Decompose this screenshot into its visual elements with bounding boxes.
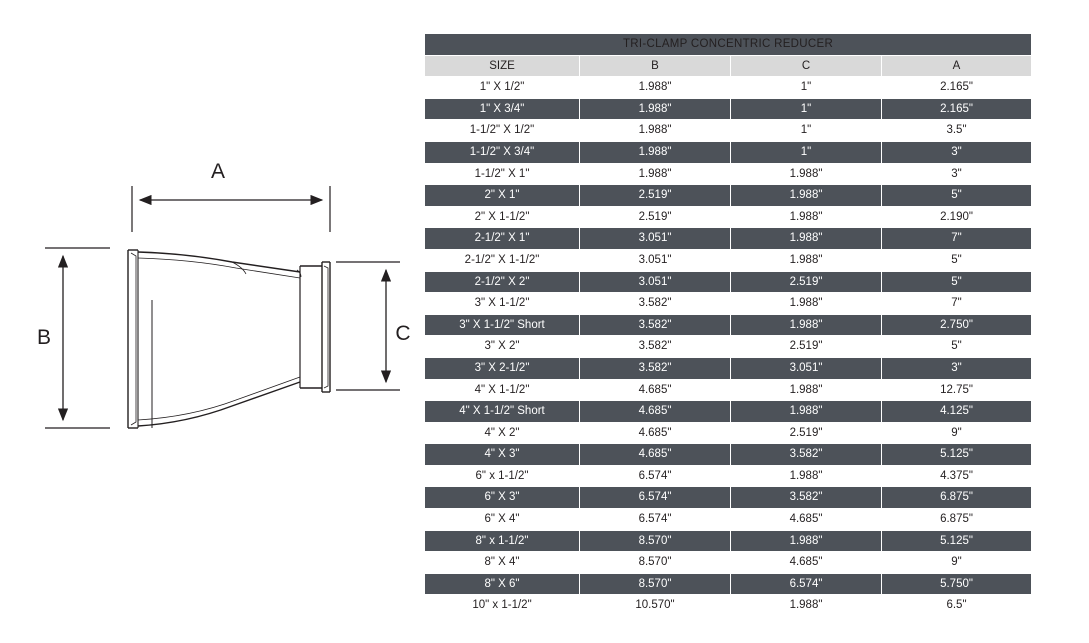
cell-c: 3.051" [731, 357, 882, 379]
cell-b: 1.988" [580, 77, 731, 99]
cell-c: 4.685" [731, 552, 882, 574]
cell-size: 2" X 1" [425, 185, 580, 207]
cell-b: 3.582" [580, 336, 731, 358]
table-row [425, 487, 1032, 509]
column-header-a: A [882, 55, 1032, 77]
cell-c: 1.988" [731, 206, 882, 228]
cell-c: 1.988" [731, 379, 882, 401]
cell-a: 9" [882, 422, 1032, 444]
table-row [425, 595, 1032, 617]
cell-c: 1.988" [731, 185, 882, 207]
cell-a: 5" [882, 185, 1032, 207]
cell-size: 2-1/2" X 2" [425, 271, 580, 293]
table-row [425, 422, 1032, 444]
cell-a: 3" [882, 357, 1032, 379]
cell-size: 6" X 3" [425, 487, 580, 509]
table-row [425, 185, 1032, 207]
cell-a: 5" [882, 336, 1032, 358]
cell-b: 8.570" [580, 530, 731, 552]
table-row [425, 141, 1032, 163]
cell-c: 1.988" [731, 228, 882, 250]
table-row [425, 465, 1032, 487]
cell-c: 6.574" [731, 573, 882, 595]
cell-c: 3.582" [731, 444, 882, 466]
cell-c: 4.685" [731, 509, 882, 531]
table-row [425, 357, 1032, 379]
cell-size: 1-1/2" X 1" [425, 163, 580, 185]
cell-b: 8.570" [580, 573, 731, 595]
cell-b: 1.988" [580, 120, 731, 142]
cell-a: 4.125" [882, 401, 1032, 423]
dimension-label-a: A [210, 160, 226, 183]
cell-c: 1.988" [731, 530, 882, 552]
cell-a: 7" [882, 228, 1032, 250]
cell-size: 2-1/2" X 1-1/2" [425, 249, 580, 271]
cell-size: 8" X 4" [425, 552, 580, 574]
table-row [425, 379, 1032, 401]
cell-c: 1.988" [731, 314, 882, 336]
cell-a: 2.750" [882, 314, 1032, 336]
cell-size: 4" X 2" [425, 422, 580, 444]
cell-c: 1.988" [731, 249, 882, 271]
cell-b: 1.988" [580, 98, 731, 120]
cell-b: 3.051" [580, 249, 731, 271]
cell-c: 1.988" [731, 293, 882, 315]
cell-b: 3.582" [580, 293, 731, 315]
cell-a: 6.875" [882, 487, 1032, 509]
table-row [425, 293, 1032, 315]
cell-size: 1-1/2" X 3/4" [425, 141, 580, 163]
cell-a: 5.125" [882, 444, 1032, 466]
table-row [425, 509, 1032, 531]
table-row [425, 401, 1032, 423]
cell-a: 5" [882, 271, 1032, 293]
cell-size: 10" x 1-1/2" [425, 595, 580, 617]
cell-size: 1" X 1/2" [425, 77, 580, 99]
cell-b: 4.685" [580, 379, 731, 401]
table-title-row [425, 34, 1032, 56]
cell-b: 3.051" [580, 271, 731, 293]
spec-table-container [424, 33, 1031, 617]
cell-b: 3.582" [580, 314, 731, 336]
cell-size: 4" X 1-1/2" [425, 379, 580, 401]
cell-a: 3" [882, 141, 1032, 163]
cell-a: 7" [882, 293, 1032, 315]
cell-a: 5.750" [882, 573, 1032, 595]
table-row [425, 77, 1032, 99]
cell-a: 12.75" [882, 379, 1032, 401]
column-header-c: C [731, 55, 882, 77]
cell-size: 4" X 3" [425, 444, 580, 466]
cell-b: 1.988" [580, 141, 731, 163]
cell-b: 10.570" [580, 595, 731, 617]
cell-b: 6.574" [580, 465, 731, 487]
cell-size: 3" X 1-1/2" [425, 293, 580, 315]
cell-a: 9" [882, 552, 1032, 574]
cell-size: 3" X 1-1/2" Short [425, 314, 580, 336]
cell-c: 1" [731, 98, 882, 120]
cell-c: 3.582" [731, 487, 882, 509]
cell-size: 8" x 1-1/2" [425, 530, 580, 552]
table-title: TRI-CLAMP CONCENTRIC REDUCER [425, 34, 1032, 56]
dimension-label-c: C [395, 322, 411, 345]
cell-size: 3" X 2-1/2" [425, 357, 580, 379]
cell-size: 6" X 4" [425, 509, 580, 531]
dimension-label-b: B [36, 326, 52, 349]
cell-b: 2.519" [580, 206, 731, 228]
table-row [425, 249, 1032, 271]
cell-c: 1.988" [731, 401, 882, 423]
cell-c: 1" [731, 141, 882, 163]
table-row [425, 206, 1032, 228]
cell-c: 2.519" [731, 271, 882, 293]
table-row [425, 163, 1032, 185]
cell-c: 1" [731, 77, 882, 99]
cell-b: 3.582" [580, 357, 731, 379]
column-header-b: B [580, 55, 731, 77]
table-row [425, 573, 1032, 595]
cell-size: 4" X 1-1/2" Short [425, 401, 580, 423]
table-row [425, 552, 1032, 574]
cell-size: 3" X 2" [425, 336, 580, 358]
reducer-diagram [0, 0, 420, 643]
table-row [425, 314, 1032, 336]
cell-c: 2.519" [731, 422, 882, 444]
cell-c: 2.519" [731, 336, 882, 358]
table-row [425, 271, 1032, 293]
cell-size: 6" x 1-1/2" [425, 465, 580, 487]
cell-size: 1" X 3/4" [425, 98, 580, 120]
cell-b: 1.988" [580, 163, 731, 185]
cell-b: 6.574" [580, 509, 731, 531]
cell-b: 2.519" [580, 185, 731, 207]
column-header-size: SIZE [425, 55, 580, 77]
cell-b: 4.685" [580, 401, 731, 423]
cell-a: 2.165" [882, 98, 1032, 120]
cell-a: 2.190" [882, 206, 1032, 228]
cell-b: 6.574" [580, 487, 731, 509]
table-row [425, 530, 1032, 552]
table-row [425, 444, 1032, 466]
cell-a: 2.165" [882, 77, 1032, 99]
cell-b: 3.051" [580, 228, 731, 250]
table-row [425, 120, 1032, 142]
cell-size: 8" X 6" [425, 573, 580, 595]
cell-c: 1" [731, 120, 882, 142]
cell-a: 4.375" [882, 465, 1032, 487]
cell-size: 2" X 1-1/2" [425, 206, 580, 228]
table-body [425, 77, 1032, 617]
cell-size: 1-1/2" X 1/2" [425, 120, 580, 142]
cell-a: 6.875" [882, 509, 1032, 531]
cell-a: 6.5" [882, 595, 1032, 617]
cell-c: 1.988" [731, 465, 882, 487]
table-row [425, 336, 1032, 358]
cell-b: 4.685" [580, 422, 731, 444]
table-row [425, 228, 1032, 250]
cell-c: 1.988" [731, 595, 882, 617]
cell-a: 5" [882, 249, 1032, 271]
table-row [425, 98, 1032, 120]
cell-a: 5.125" [882, 530, 1032, 552]
cell-c: 1.988" [731, 163, 882, 185]
cell-size: 2-1/2" X 1" [425, 228, 580, 250]
cell-b: 4.685" [580, 444, 731, 466]
spec-table [424, 33, 1032, 617]
cell-a: 3" [882, 163, 1032, 185]
cell-b: 8.570" [580, 552, 731, 574]
cell-a: 3.5" [882, 120, 1032, 142]
table-header-row [425, 55, 1032, 77]
